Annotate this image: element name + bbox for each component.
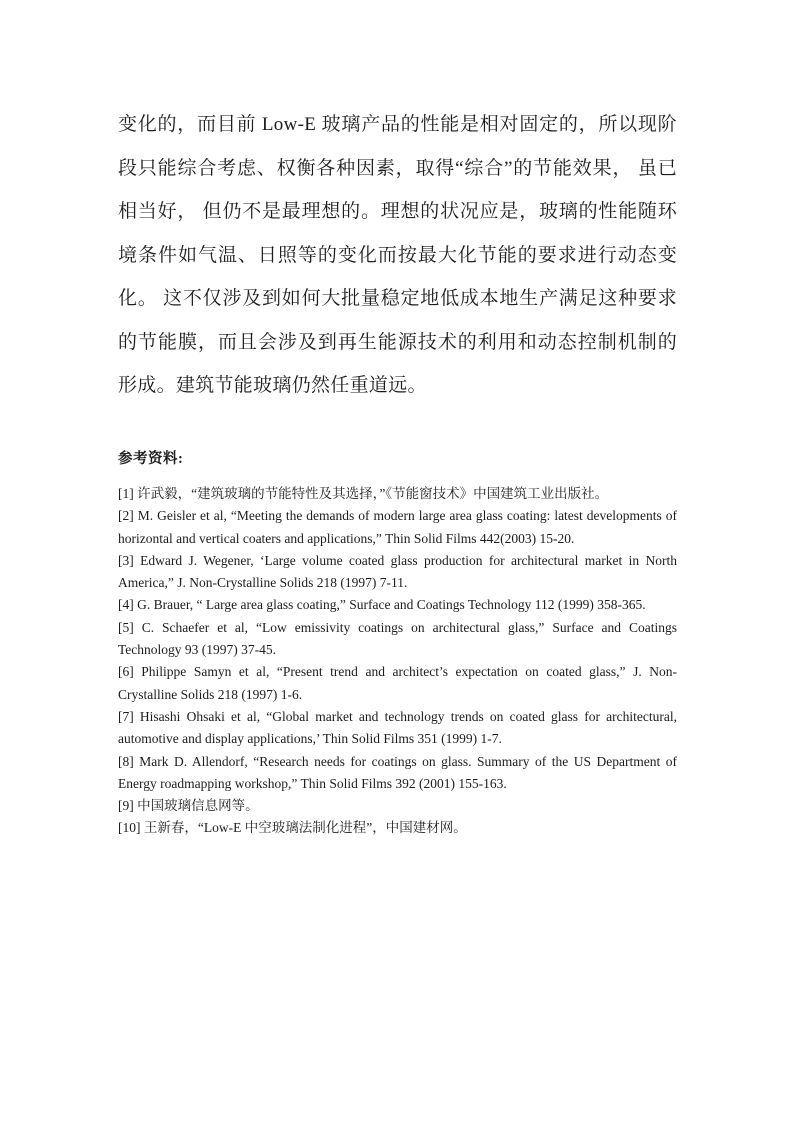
reference-item: [5] C. Schaefer et al, “Low emissivity coatings on architectural glass,” Surface and Coatings Technology 93 (1997) 37-45. xyxy=(118,619,677,658)
reference-item: [8] Mark D. Allendorf, “Research needs for coatings on glass. Summary of the US Department of Energy roadmapping workshop,” Thin Solid Films 392 (2001) 155-163. xyxy=(118,753,677,791)
references-heading: 参考资料: xyxy=(118,451,184,467)
reference-item: [4] G. Brauer, “ Large area glass coating,” Surface and Coatings Technology 112 (1999) 358-365. xyxy=(118,597,646,613)
reference-item: [10] 王新春，“Low-E 中空玻璃法制化进程”，中国建材网。 xyxy=(118,820,467,836)
reference-item: [3] Edward J. Wegener, ‘Large volume coated glass production for architectural market in North America,” J. Non-Crystalline Solids 218 (1997) 7-11. xyxy=(118,552,677,591)
reference-item: [7] Hisashi Ohsaki et al, “Global market and technology trends on coated glass for architectural, automotive and display applications,’ Thin Solid Films 351 (1999) 1-7. xyxy=(118,708,677,747)
body-paragraph: 变化的，而目前 Low-E 玻璃产品的性能是相对固定的，所以现阶段只能综合考虑、权衡各种因素，取得“综合”的节能效果， 虽已相当好， 但仍不是最理想的。理想的状况应是，玻璃的性能随环境条件如气温、日照等的变化而按最大化节能的要求进行动态变化。 这不仅涉及到如何大批量稳定地低成本地生产满足这种要求的节能膜，而且会涉及到再生能源技术的利用和动态控制机制的形成。建筑节能玻璃仍然任重道远。 xyxy=(118,114,677,396)
reference-item: [2] M. Geisler et al, “Meeting the demands of modern large area glass coating: latest developments of horizontal and vertical coaters and applications,” Thin Solid Films 442(2003) 15-20. xyxy=(118,508,677,546)
reference-item: [6] Philippe Samyn et al, “Present trend and architect’s expectation on coated glass,” J. Non-Crystalline Solids 218 (1997) 1-6. xyxy=(118,664,677,702)
reference-item: [1] 许武毅，“建筑玻璃的节能特性及其选择，”《节能窗技术》中国建筑工业出版社。 xyxy=(118,486,609,501)
references-list xyxy=(118,483,677,840)
reference-item: [9] 中国玻璃信息网等。 xyxy=(118,798,259,814)
